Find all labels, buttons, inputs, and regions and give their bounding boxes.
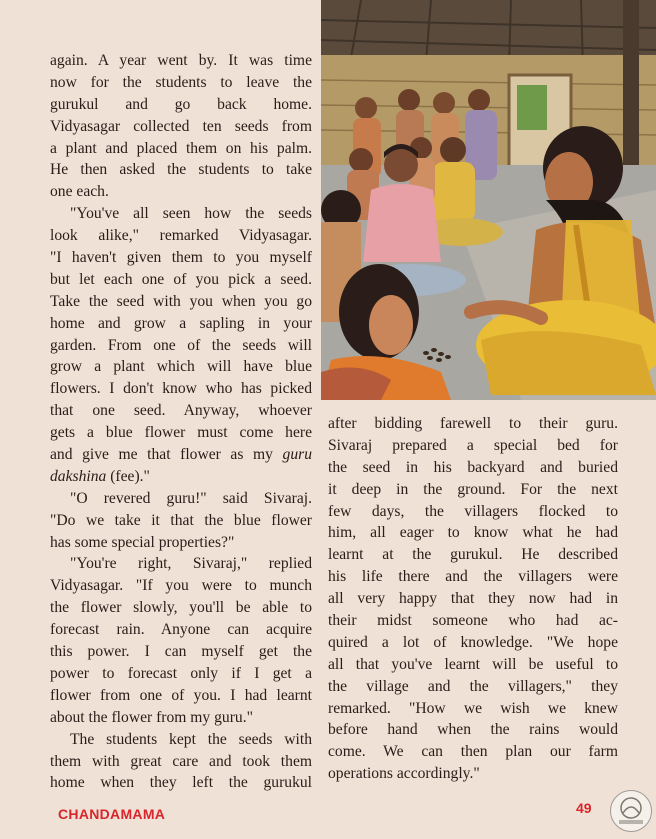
- text-line: "Do we take it that the blue flower: [50, 511, 312, 529]
- text-line: gets a blue flower must come here: [50, 424, 312, 442]
- text-line: grow a plant which will have blue: [50, 358, 312, 376]
- text-line: few days, the villagers flocked to: [328, 502, 618, 520]
- magazine-name-footer: CHANDAMAMA: [58, 806, 166, 822]
- text-line: flower from one of you. I had learnt: [50, 686, 312, 704]
- text-line: garden. From one of the seeds will: [50, 336, 312, 354]
- text-line: but let each one of you pick a seed.: [50, 270, 312, 288]
- text-line: "You've all seen how the seeds: [70, 205, 312, 223]
- text-line: the seed in his backyard and buried: [328, 458, 618, 476]
- text-line: "You're right, Sivaraj," replied: [70, 555, 312, 573]
- story-illustration: [321, 0, 656, 400]
- text-line: come. We can then plan our farm: [328, 743, 618, 761]
- text-line: them with great care and took them: [50, 752, 312, 770]
- text-line: quired a lot of knowledge. "We hope: [328, 633, 618, 651]
- magazine-logo-icon: [610, 790, 652, 832]
- text-line: has some special properties?": [50, 533, 235, 551]
- text-line: forecast rain. Anyone can acquire: [50, 621, 312, 639]
- text-line: home and grow a sapling in your: [50, 314, 312, 332]
- text-line: one each.: [50, 183, 109, 201]
- left-text-column: [50, 50, 312, 794]
- text-line: before hand when the rains would: [328, 721, 618, 739]
- italic-guru: guru: [282, 446, 312, 464]
- text-line: his life there and the villagers were: [328, 568, 618, 586]
- text-line: it deep in the ground. For the next: [328, 480, 618, 498]
- text-line: about the flower from my guru.": [50, 708, 253, 726]
- text-line: look alike," remarked Vidyasagar.: [50, 227, 312, 245]
- text-line: this power. I can myself get the: [50, 643, 312, 661]
- text-line: He then asked the students to take: [50, 161, 312, 179]
- italic-dakshina: dakshina: [50, 467, 107, 485]
- text-line: Take the seed with you when you go: [50, 292, 312, 310]
- illustration-svg: [321, 0, 656, 400]
- text-line: all that you've learnt will be useful to: [328, 655, 618, 673]
- text-line: flowers. I don't know who has picked: [50, 380, 312, 398]
- text-line: the flower slowly, you'll be able to: [50, 599, 312, 617]
- text-line: now for the students to leave the: [50, 73, 312, 91]
- text-line: Vidyasagar collected ten seeds from: [50, 117, 312, 135]
- text-line: power to forecast only if I get a: [50, 664, 312, 682]
- text-line: Sivaraj prepared a special bed for: [328, 436, 618, 454]
- text-line-guru: and give me that flower as my guru: [50, 446, 312, 464]
- text-line: after bidding farewell to their guru.: [328, 415, 618, 432]
- text-line: home when they left the gurukul: [50, 774, 312, 792]
- text-line: "I haven't given them to you myself: [50, 249, 312, 267]
- text-line: The students kept the seeds with: [70, 730, 312, 748]
- right-text-column: [328, 413, 618, 785]
- text-line: "O revered guru!" said Sivaraj.: [70, 489, 312, 507]
- text-line: that one seed. Anyway, whoever: [50, 402, 312, 420]
- text-line: their midst someone who had ac-: [328, 612, 618, 630]
- text-line: the village and the villagers," they: [328, 677, 618, 695]
- text-line: gurukul and go back home.: [50, 95, 312, 113]
- text-line: him, all eager to know what he had: [328, 524, 618, 542]
- text-line: learnt at the gurukul. He described: [328, 546, 618, 564]
- text-line: a plant and placed them on his palm.: [50, 139, 312, 157]
- page-number: 49: [576, 800, 592, 816]
- text-line: operations accordingly.": [328, 765, 480, 783]
- text-line-dakshina: dakshina (fee).": [50, 467, 150, 485]
- text-line: Vidyasagar. "If you were to munch: [50, 577, 312, 595]
- text-line: remarked. "How we wish we knew: [328, 699, 618, 717]
- text-line: again. A year went by. It was time: [50, 52, 312, 69]
- text-line: all very happy that they now had in: [328, 590, 618, 608]
